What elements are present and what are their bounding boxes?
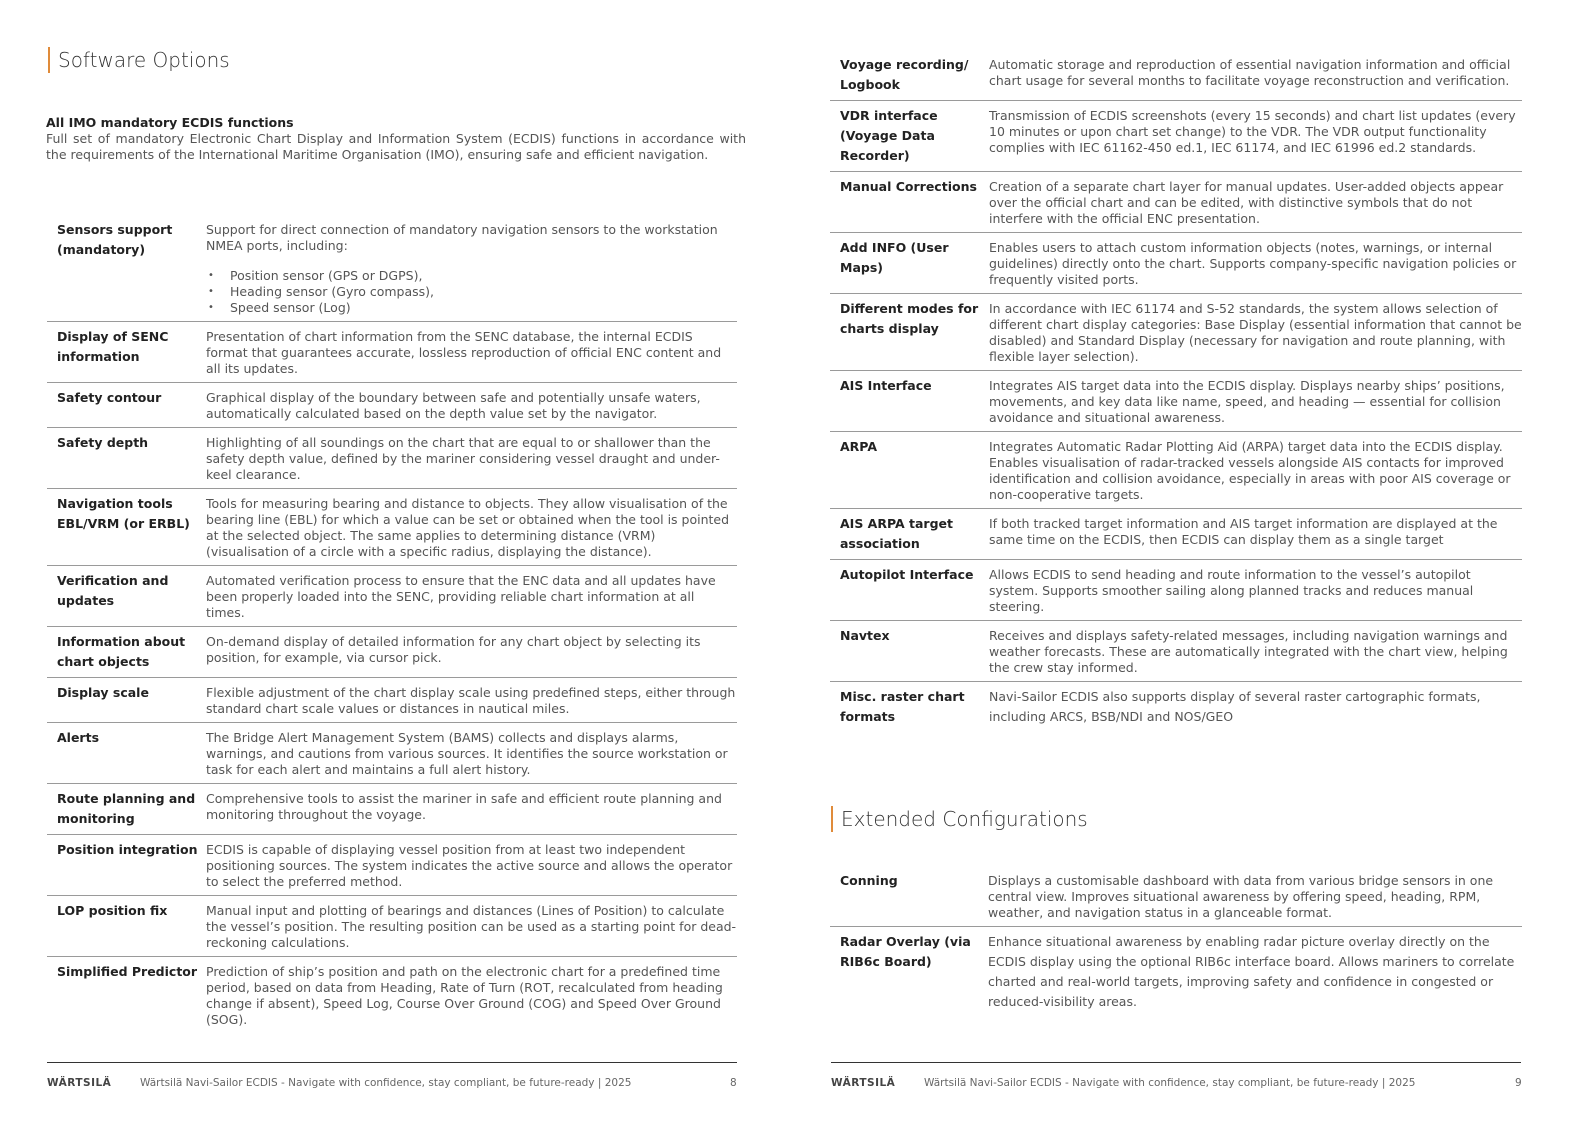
table-row (47, 835, 737, 896)
list-item: • Speed sensor (Log) (206, 300, 737, 316)
table-row (47, 678, 737, 723)
table-row (47, 566, 737, 627)
row-description: Integrates AIS target data into the ECDIS display. Displays nearby ships’ positions, movements, and key data like name, speed, and heading — essential for collision avoidance and situational awareness. (989, 371, 1522, 432)
row-description: Presentation of chart information from the SENC database, the internal ECDIS format that guarantees accurate, lossless reproduction of official ENC content and all its updates. (206, 322, 737, 383)
row-label: Simplified Predictor (57, 964, 198, 979)
table-row (830, 682, 1522, 733)
row-description: Receives and displays safety-related messages, including navigation warnings and weather forecasts. These are automatically integrated with the chart view, helping the crew stay informed. (989, 621, 1522, 682)
row-description: Transmission of ECDIS screenshots (every 15 seconds) and chart list updates (every 10 minutes or upon chart set change) to the VDR. The VDR output functionality complies with IEC 61162-450 ed.1, IEC 61174, and IEC 61996 ed.2 standards. (989, 101, 1522, 172)
wartsila-logo: WÄRTSILÄ (47, 1077, 112, 1089)
row-description: Creation of a separate chart layer for manual updates. User-added objects appear over the official chart and can be edited, with distinctive symbols that do not interfere with the official ENC presentation. (989, 172, 1522, 233)
table-row (830, 621, 1522, 682)
row-description: Prediction of ship’s position and path on the electronic chart for a predefined time period, based on data from Heading, Rate of Turn (ROT, recalculated from heading change if absent), Speed Log, Course Over Ground (COG) and Speed Over Ground (SOG). (206, 964, 723, 1027)
row-label: AIS Interface (830, 371, 989, 432)
row-description: Enhance situational awareness by enabling radar picture overlay directly on the ECDIS display using the optional RIB6c interface board. Allows mariners to correlate charted and real-world targets, improving safety and confidence in congested or reduced-visibility areas. (988, 934, 1515, 1009)
table-row (830, 233, 1522, 294)
table-row (47, 723, 737, 784)
row-description: ECDIS is capable of displaying vessel position from at least two independent positioning sources. The system indicates the active source and allows the operator to select the preferred method. (206, 835, 737, 896)
intro-text: Full set of mandatory Electronic Chart Display and Information System (ECDIS) functions in accordance with the requirements of the International Maritime Organisation (IMO), ensuring safe and efficient navigation. (46, 131, 746, 162)
software-options-table-continued (830, 50, 1522, 732)
row-description: Displays a customisable dashboard with data from various bridge sensors in one central view. Improves situational awareness by offering speed, heading, RPM, weather, and navigation status in a glanceable format. (988, 866, 1522, 927)
extended-configurations-table (830, 866, 1522, 1017)
footer (831, 1077, 1415, 1089)
row-description: Navi-Sailor ECDIS also supports display of several raster cartographic formats, including ARCS, BSB/NDI and NOS/GEO (989, 689, 1481, 724)
row-label: ARPA (830, 432, 989, 509)
sensor-list (206, 268, 737, 316)
page-number: 8 (730, 1077, 737, 1089)
row-label: Navtex (830, 621, 989, 682)
row-label: Radar Overlay (via RIB6c Board) (840, 934, 971, 969)
row-description: Automatic storage and reproduction of essential navigation information and official chart usage for several months to facilitate voyage reconstruction and verification. (989, 50, 1522, 101)
row-label: Position integration (47, 835, 206, 896)
list-item: • Heading sensor (Gyro compass), (206, 284, 737, 300)
table-row (830, 432, 1522, 509)
table-row (47, 489, 737, 566)
row-description: On-demand display of detailed information for any chart object by selecting its position, for example, via cursor pick. (206, 627, 737, 678)
row-description: Graphical display of the boundary between safe and potentially unsafe waters, automatically calculated based on the depth value set by the navigator. (206, 383, 737, 428)
intro-title: All IMO mandatory ECDIS functions (46, 115, 294, 130)
left-page (0, 0, 793, 1122)
table-row (47, 428, 737, 489)
table-row (830, 560, 1522, 621)
footer-text: Wärtsilä Navi-Sailor ECDIS - Navigate with confidence, stay compliant, be future-ready | 2025 (924, 1077, 1416, 1089)
row-description: Comprehensive tools to assist the mariner in safe and efficient route planning and monitoring throughout the voyage. (206, 784, 737, 835)
row-label: Safety depth (47, 428, 206, 489)
table-row (830, 50, 1522, 101)
table-row (47, 957, 737, 1034)
table-row (47, 784, 737, 835)
row-description: In accordance with IEC 61174 and S-52 standards, the system allows selection of different chart display categories: Base Display (essential information that cannot be disabled) and Standard Display (necessary for navigation and route planning, with flexible layer selection). (989, 294, 1522, 371)
row-description: Tools for measuring bearing and distance to objects. They allow visualisation of the bearing line (EBL) for which a value can be set or obtained when the tool is pointed at the selected object. The same applies to determining distance (VRM) (visualisation of a circle with a specific radius, displaying the distance). (206, 489, 737, 566)
row-description: Allows ECDIS to send heading and route information to the vessel’s autopilot system. Supports smoother sailing along planned tracks and reduces manual steering. (989, 560, 1522, 621)
row-description (206, 215, 737, 322)
section-title-software-options: Software Options (48, 47, 230, 73)
row-description: Highlighting of all soundings on the chart that are equal to or shallower than the safety depth value, defined by the mariner considering vessel draught and under-keel clearance. (206, 428, 737, 489)
row-description: If both tracked target information and AIS target information are displayed at the same time on the ECDIS, then ECDIS can display them as a single target (989, 509, 1522, 560)
row-label: Display of SENC information (47, 322, 206, 383)
row-label: LOP position fix (47, 896, 206, 957)
row-label: Navigation tools EBL/VRM (or ERBL) (47, 489, 206, 566)
row-label: VDR interface (Voyage Data Recorder) (830, 101, 989, 172)
row-label: Route planning and monitoring (47, 784, 206, 835)
row-label: Autopilot Interface (830, 560, 989, 621)
row-label: Verification and updates (47, 566, 206, 627)
footer-divider (47, 1062, 737, 1063)
row-label: Conning (830, 866, 988, 927)
table-row (47, 383, 737, 428)
table-row (47, 215, 737, 322)
row-label: Voyage recording/ Logbook (830, 50, 989, 101)
row-description: Automated verification process to ensure that the ENC data and all updates have been properly loaded into the SENC, providing reliable chart information at all times. (206, 566, 737, 627)
row-description: Enables users to attach custom information objects (notes, warnings, or internal guidelines) directly onto the chart. Supports company-specific navigation policies or frequently visited ports. (989, 233, 1522, 294)
table-row (830, 172, 1522, 233)
list-item: • Position sensor (GPS or DGPS), (206, 268, 737, 284)
row-label: Add INFO (User Maps) (830, 233, 989, 294)
row-label: Misc. raster chart formats (840, 689, 965, 724)
row-label: Display scale (47, 678, 206, 723)
row-description: The Bridge Alert Management System (BAMS) collects and displays alarms, warnings, and cautions from various sources. It identifies the source workstation or task for each alert and maintains a full alert history. (206, 723, 737, 784)
software-options-table (47, 215, 737, 1033)
intro-block (46, 115, 746, 163)
footer-text: Wärtsilä Navi-Sailor ECDIS - Navigate with confidence, stay compliant, be future-ready | 2025 (140, 1077, 632, 1089)
wartsila-logo: WÄRTSILÄ (831, 1077, 896, 1089)
row-label: Manual Corrections (830, 172, 989, 233)
table-row (47, 322, 737, 383)
row-label: Different modes for charts display (830, 294, 989, 371)
row-label: Information about chart objects (47, 627, 206, 678)
table-row (830, 927, 1522, 1018)
table-row (47, 896, 737, 957)
page-number: 9 (1515, 1077, 1522, 1089)
footer (47, 1077, 631, 1089)
row-description: Flexible adjustment of the chart display scale using predefined steps, either through standard chart scale values or distances in nautical miles. (206, 678, 737, 723)
table-row (830, 509, 1522, 560)
row-label: Alerts (47, 723, 206, 784)
row-description-text: Support for direct connection of mandatory navigation sensors to the workstation NMEA ports, including: (206, 222, 718, 253)
table-row (830, 371, 1522, 432)
section-title-extended-configurations: Extended Configurations (831, 806, 1088, 832)
right-page (793, 0, 1587, 1122)
row-description: Integrates Automatic Radar Plotting Aid (ARPA) target data into the ECDIS display. Enables visualisation of radar-tracked vessels alongside AIS contacts for improved identification and collision avoidance, especially in areas with poor AIS coverage or non-cooperative targets. (989, 432, 1522, 509)
table-row (830, 294, 1522, 371)
row-label: AIS ARPA target association (830, 509, 989, 560)
row-description: Manual input and plotting of bearings and distances (Lines of Position) to calculate the vessel’s position. The resulting position can be used as a starting point for dead-reckoning calculations. (206, 896, 737, 957)
table-row (47, 627, 737, 678)
table-row (830, 866, 1522, 927)
table-row (830, 101, 1522, 172)
row-label: Safety contour (47, 383, 206, 428)
row-label: Sensors support (mandatory) (47, 215, 206, 322)
footer-divider (831, 1062, 1521, 1063)
